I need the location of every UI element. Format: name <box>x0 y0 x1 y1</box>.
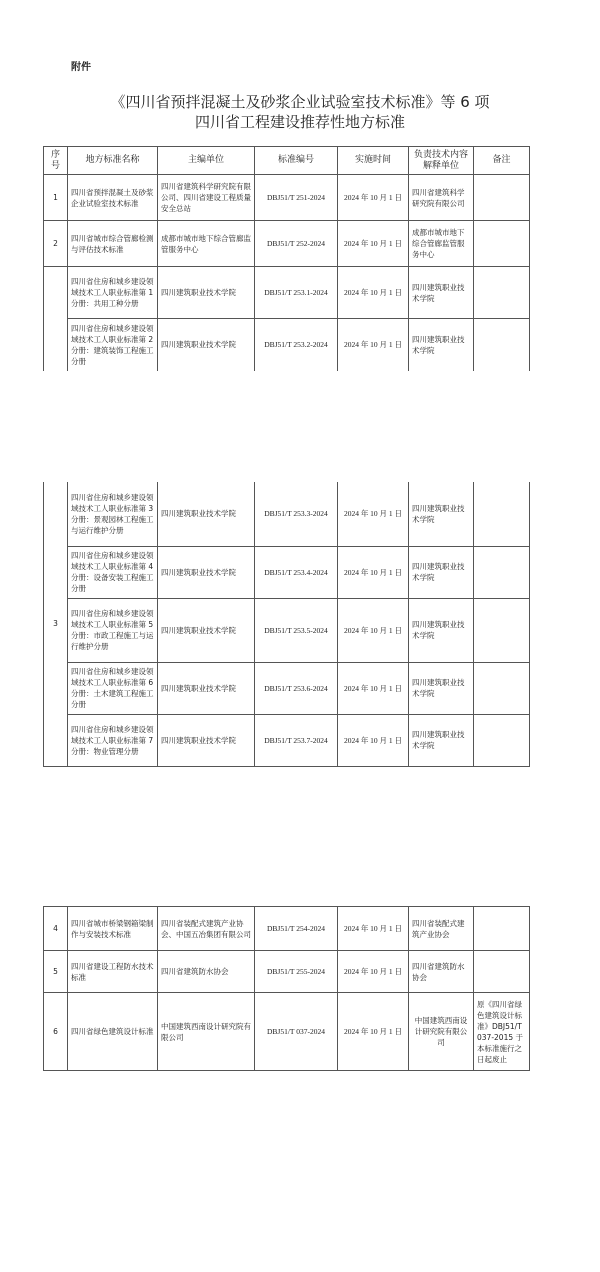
standards-table-part2 <box>43 482 530 767</box>
header-name: 地方标准名称 <box>68 147 158 175</box>
row-note <box>474 714 530 766</box>
header-date: 实施时间 <box>338 147 409 175</box>
standards-table-part1 <box>43 146 530 371</box>
table-header-row <box>44 147 530 175</box>
attachment-label: 附件 <box>71 62 91 73</box>
row-editor: 四川建筑职业技术学院 <box>158 598 255 662</box>
row-editor: 四川建筑职业技术学院 <box>158 482 255 546</box>
row-code: DBJ51/T 253.6-2024 <box>255 662 338 714</box>
header-code: 标准编号 <box>255 147 338 175</box>
row-interpreter: 四川省建筑防水协会 <box>409 951 474 993</box>
row-name: 四川省城市综合管廊检测与评估技术标准 <box>68 221 158 267</box>
row-date: 2024 年 10 月 1 日 <box>338 482 409 546</box>
row-note <box>474 546 530 598</box>
row-date: 2024 年 10 月 1 日 <box>338 546 409 598</box>
table-row <box>44 951 530 993</box>
row-editor: 四川省建筑防水协会 <box>158 951 255 993</box>
row-interpreter: 四川建筑职业技术学院 <box>409 482 474 546</box>
row-note <box>474 951 530 993</box>
header-no: 序号 <box>44 147 68 175</box>
row-code: DBJ51/T 253.7-2024 <box>255 714 338 766</box>
row-interpreter: 四川省建筑科学研究院有限公司 <box>409 175 474 221</box>
row-name: 四川省绿色建筑设计标准 <box>68 993 158 1071</box>
row-date: 2024 年 10 月 1 日 <box>338 267 409 319</box>
row-editor: 四川建筑职业技术学院 <box>158 267 255 319</box>
row-name: 四川省住房和城乡建设领域技术工人职业标准第 5 分册：市政工程施工与运行维护分册 <box>68 598 158 662</box>
row-date: 2024 年 10 月 1 日 <box>338 662 409 714</box>
row-code: DBJ51/T 037-2024 <box>255 993 338 1071</box>
row-note <box>474 907 530 951</box>
row-note <box>474 221 530 267</box>
header-interpreter: 负责技术内容解释单位 <box>409 147 474 175</box>
row-no: 5 <box>44 951 68 993</box>
row-date: 2024 年 10 月 1 日 <box>338 907 409 951</box>
row-note <box>474 598 530 662</box>
row-name: 四川省城市桥梁钢箱梁制作与安装技术标准 <box>68 907 158 951</box>
row-code: DBJ51/T 253.1-2024 <box>255 267 338 319</box>
row-interpreter: 中国建筑西南设计研究院有限公司 <box>409 993 474 1071</box>
table-row <box>44 221 530 267</box>
row-date: 2024 年 10 月 1 日 <box>338 714 409 766</box>
row-editor: 四川建筑职业技术学院 <box>158 662 255 714</box>
row-interpreter: 成都市城市地下综合管廊监管服务中心 <box>409 221 474 267</box>
table-row <box>44 319 530 371</box>
row-name: 四川省住房和城乡建设领域技术工人职业标准第 1 分册：共用工种分册 <box>68 267 158 319</box>
table-row <box>44 662 530 714</box>
row-editor: 四川省建筑科学研究院有限公司、四川省建设工程质量安全总站 <box>158 175 255 221</box>
row-no <box>44 267 68 371</box>
table-row <box>44 993 530 1071</box>
row-note <box>474 662 530 714</box>
row-editor: 四川省装配式建筑产业协会、中国五冶集团有限公司 <box>158 907 255 951</box>
row-code: DBJ51/T 253.4-2024 <box>255 546 338 598</box>
row-name: 四川省预拌混凝土及砂浆企业试验室技术标准 <box>68 175 158 221</box>
table-row <box>44 175 530 221</box>
row-name: 四川省住房和城乡建设领域技术工人职业标准第 2 分册：建筑装饰工程施工分册 <box>68 319 158 371</box>
row-code: DBJ51/T 253.5-2024 <box>255 598 338 662</box>
row-name: 四川省住房和城乡建设领域技术工人职业标准第 6 分册：土木建筑工程施工分册 <box>68 662 158 714</box>
row-code: DBJ51/T 255-2024 <box>255 951 338 993</box>
row-no: 6 <box>44 993 68 1071</box>
row-interpreter: 四川建筑职业技术学院 <box>409 267 474 319</box>
document-title-line1: 《四川省预拌混凝土及砂浆企业试验室技术标准》等 6 项 <box>110 93 490 111</box>
row-interpreter: 四川建筑职业技术学院 <box>409 598 474 662</box>
row-date: 2024 年 10 月 1 日 <box>338 993 409 1071</box>
row-editor: 成都市城市地下综合管廊监管服务中心 <box>158 221 255 267</box>
row-name: 四川省住房和城乡建设领域技术工人职业标准第 3 分册：景观园林工程施工与运行维护分册 <box>68 482 158 546</box>
row-name: 四川省住房和城乡建设领域技术工人职业标准第 7 分册：物业管理分册 <box>68 714 158 766</box>
row-interpreter: 四川建筑职业技术学院 <box>409 714 474 766</box>
row-code: DBJ51/T 253.2-2024 <box>255 319 338 371</box>
row-date: 2024 年 10 月 1 日 <box>338 221 409 267</box>
row-note <box>474 175 530 221</box>
table-row <box>44 482 530 546</box>
row-interpreter: 四川建筑职业技术学院 <box>409 662 474 714</box>
row-note: 原《四川省绿色建筑设计标准》DBJ51/T 037-2015 于本标准施行之日起废止 <box>474 993 530 1071</box>
standards-table-part3 <box>43 906 530 1071</box>
row-editor: 四川建筑职业技术学院 <box>158 546 255 598</box>
row-interpreter: 四川省装配式建筑产业协会 <box>409 907 474 951</box>
row-date: 2024 年 10 月 1 日 <box>338 319 409 371</box>
row-interpreter: 四川建筑职业技术学院 <box>409 546 474 598</box>
row-date: 2024 年 10 月 1 日 <box>338 175 409 221</box>
row-no: 3 <box>44 482 68 766</box>
row-date: 2024 年 10 月 1 日 <box>338 951 409 993</box>
row-code: DBJ51/T 254-2024 <box>255 907 338 951</box>
row-editor: 中国建筑西南设计研究院有限公司 <box>158 993 255 1071</box>
header-editor: 主编单位 <box>158 147 255 175</box>
table-row <box>44 267 530 319</box>
row-no: 2 <box>44 221 68 267</box>
row-code: DBJ51/T 252-2024 <box>255 221 338 267</box>
row-editor: 四川建筑职业技术学院 <box>158 319 255 371</box>
row-editor: 四川建筑职业技术学院 <box>158 714 255 766</box>
row-note <box>474 482 530 546</box>
table-row <box>44 907 530 951</box>
row-no: 1 <box>44 175 68 221</box>
row-interpreter: 四川建筑职业技术学院 <box>409 319 474 371</box>
row-date: 2024 年 10 月 1 日 <box>338 598 409 662</box>
row-note <box>474 267 530 319</box>
row-no: 4 <box>44 907 68 951</box>
row-note <box>474 319 530 371</box>
table-row <box>44 546 530 598</box>
row-name: 四川省住房和城乡建设领域技术工人职业标准第 4 分册：设备安装工程施工分册 <box>68 546 158 598</box>
table-row <box>44 714 530 766</box>
row-code: DBJ51/T 251-2024 <box>255 175 338 221</box>
row-code: DBJ51/T 253.3-2024 <box>255 482 338 546</box>
table-row <box>44 598 530 662</box>
document-title-line2: 四川省工程建设推荐性地方标准 <box>194 113 405 131</box>
header-note: 备注 <box>474 147 530 175</box>
row-name: 四川省建设工程防水技术标准 <box>68 951 158 993</box>
